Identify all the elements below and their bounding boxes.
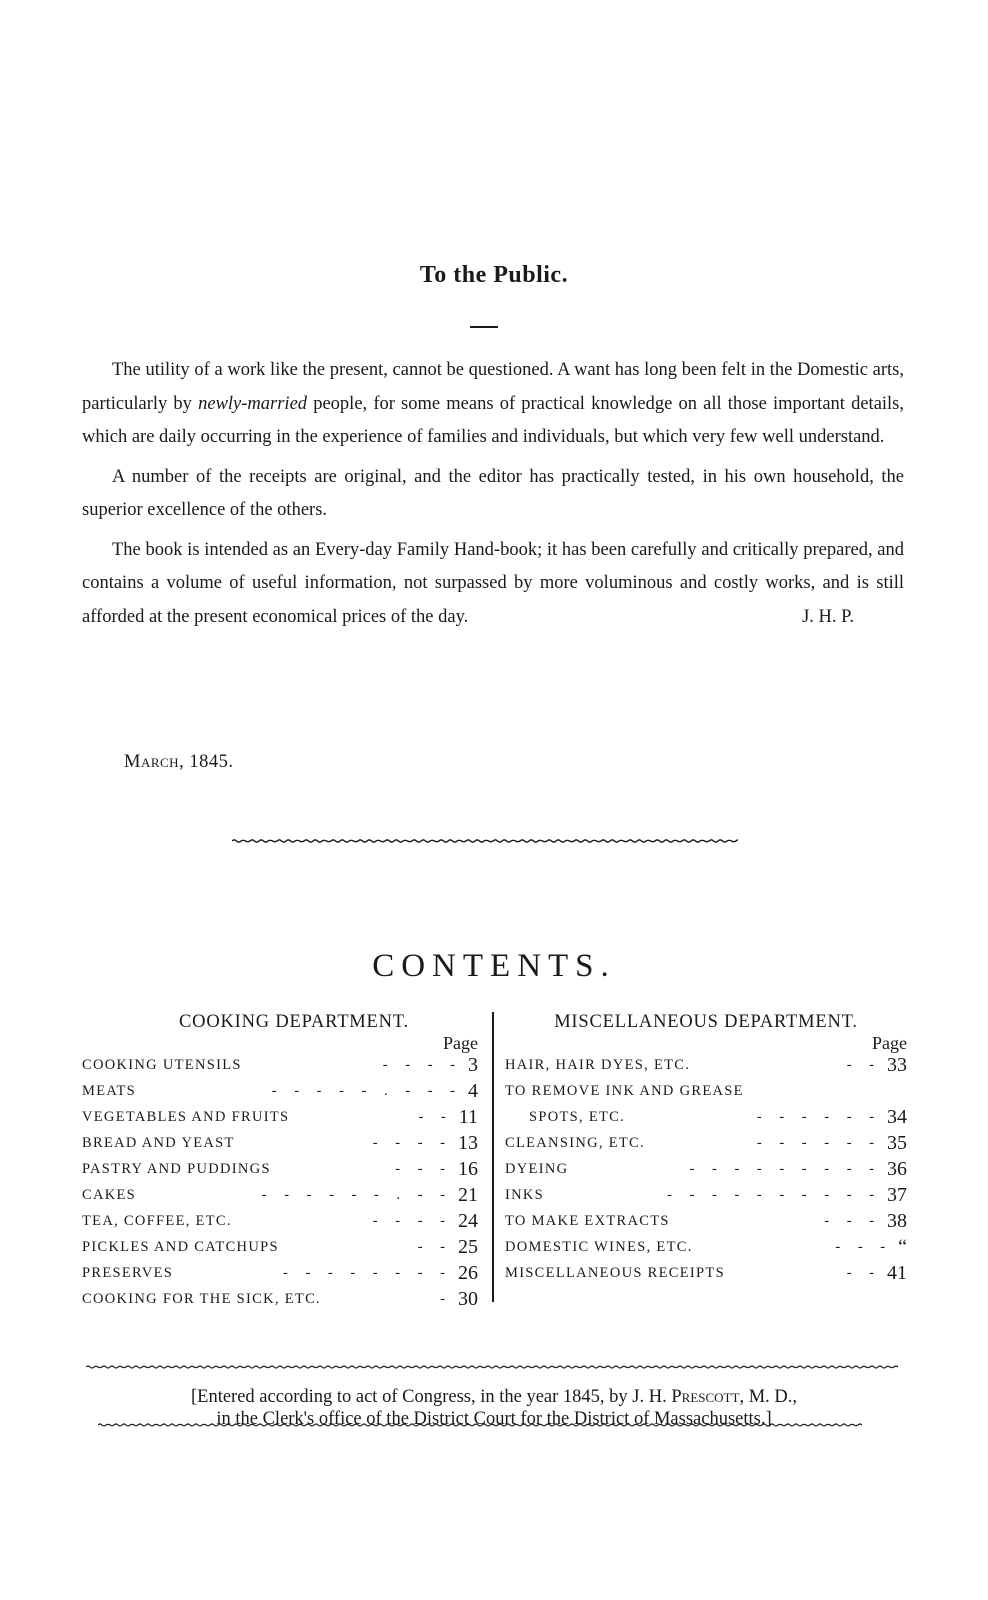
cooking-department-heading: COOKING DEPARTMENT. <box>179 1012 409 1032</box>
entry-page-number: 33 <box>887 1054 907 1076</box>
contents-entry <box>505 1156 907 1182</box>
contents-entry <box>505 1078 907 1104</box>
entry-title: COOKING FOR THE SICK, ETC. <box>82 1291 321 1307</box>
entry-title: MISCELLANEOUS RECEIPTS <box>505 1265 725 1281</box>
entry-leader: - - <box>417 1239 452 1255</box>
entry-page-number: 11 <box>458 1106 478 1128</box>
entry-leader: - - <box>846 1265 881 1281</box>
entry-title: SPOTS, ETC. <box>529 1109 626 1125</box>
contents-entry <box>505 1130 907 1156</box>
miscellaneous-department-heading: MISCELLANEOUS DEPARTMENT. <box>554 1012 858 1032</box>
entry-title: HAIR, HAIR DYES, ETC. <box>505 1057 691 1073</box>
contents-entry <box>82 1052 482 1078</box>
contents-entry <box>82 1234 482 1260</box>
preface-p1-emphasis: newly-married <box>198 393 308 414</box>
page-label: Page <box>872 1033 907 1053</box>
entry-leader: - - - - <box>372 1213 452 1229</box>
copyright-text-a: [Entered according to act of Congress, in the year 1845, by J. H. <box>191 1387 672 1407</box>
contents-entry <box>505 1234 907 1260</box>
miscellaneous-entry-list <box>505 1052 907 1286</box>
entry-leader: - - - - - - - - - <box>689 1161 881 1177</box>
entry-title: PRESERVES <box>82 1265 174 1281</box>
ornamental-rule-bottom <box>98 1420 862 1430</box>
copyright-line-1 <box>90 1386 898 1408</box>
title-rule <box>470 326 498 328</box>
entry-page-number: “ <box>898 1236 907 1258</box>
contents-entry <box>82 1156 482 1182</box>
entry-page-number: 41 <box>887 1262 907 1284</box>
contents-entry <box>82 1130 482 1156</box>
preface-p3-text: The book is intended as an Every-day Family Hand-book; it has been carefully and critically prepared, and contains a volume of useful information, not surpassed by more voluminous and costly works, and is still afforded at the present economical prices of the day. <box>82 539 904 627</box>
contents-entry <box>82 1286 482 1312</box>
entry-title: COOKING UTENSILS <box>82 1057 242 1073</box>
entry-title: TO MAKE EXTRACTS <box>505 1213 670 1229</box>
entry-leader: - - - <box>835 1239 893 1255</box>
entry-page-number: 36 <box>887 1158 907 1180</box>
ornamental-rule <box>232 836 738 846</box>
entry-leader: - - - - - - - - - - <box>667 1187 881 1203</box>
entry-page-number: 3 <box>468 1054 478 1076</box>
entry-title: PICKLES AND CATCHUPS <box>82 1239 279 1255</box>
column-divider <box>492 1012 494 1302</box>
entry-leader: - - - - - - <box>756 1135 881 1151</box>
contents-entry <box>82 1208 482 1234</box>
entry-leader: - - - - - - - - <box>282 1265 452 1281</box>
preface-p1-text-a: The utility of a work like the present, cannot be questioned. A want has long been felt in the Domestic arts, particularly by <box>82 360 904 414</box>
date-month: March <box>124 752 180 772</box>
cooking-department-column <box>82 1010 482 1312</box>
entry-title: BREAD AND YEAST <box>82 1135 235 1151</box>
entry-page-number: 24 <box>458 1210 478 1232</box>
miscellaneous-department-column <box>505 1010 907 1286</box>
entry-leader: - - - <box>395 1161 452 1177</box>
entry-title: MEATS <box>82 1083 137 1099</box>
entry-page-number: 4 <box>468 1080 478 1102</box>
entry-leader: - - - - - . - - - <box>271 1083 462 1099</box>
entry-page-number: 38 <box>887 1210 907 1232</box>
contents-entry <box>505 1052 907 1078</box>
signature: J. H. P. <box>802 606 854 627</box>
contents-entry <box>82 1260 482 1286</box>
copyright-line-2: in the Clerk's office of the District Court for the District of Massachusetts.] <box>216 1409 772 1429</box>
entry-page-number: 30 <box>458 1288 478 1310</box>
contents-entry <box>82 1182 482 1208</box>
entry-page-number: 25 <box>458 1236 478 1258</box>
entry-page-number: 16 <box>458 1158 478 1180</box>
preface-paragraph-2: A number of the receipts are original, and the editor has practically tested, in his own household, the superior excellence of the others. <box>82 466 904 520</box>
page-label: Page <box>443 1033 478 1053</box>
entry-page-number: 34 <box>887 1106 907 1128</box>
entry-title: CAKES <box>82 1187 137 1203</box>
copyright-name: Prescott <box>671 1387 740 1407</box>
contents-title: CONTENTS. <box>372 948 616 984</box>
entry-page-number: 26 <box>458 1262 478 1284</box>
contents-entry <box>505 1104 907 1130</box>
entry-page-number: 35 <box>887 1132 907 1154</box>
preface-paragraph-1 <box>82 354 904 455</box>
contents-entry <box>505 1182 907 1208</box>
entry-page-number: 13 <box>458 1132 478 1154</box>
entry-leader: - - - <box>824 1213 881 1229</box>
entry-leader: - - - - <box>382 1057 462 1073</box>
entry-leader: - - <box>846 1057 881 1073</box>
date-year: , 1845. <box>179 752 234 772</box>
contents-entry <box>82 1078 482 1104</box>
entry-leader: - <box>440 1291 452 1307</box>
entry-page-number: 21 <box>458 1184 478 1206</box>
contents-entry <box>505 1208 907 1234</box>
entry-title: CLEANSING, ETC. <box>505 1135 645 1151</box>
entry-title: TO REMOVE INK AND GREASE <box>505 1083 744 1099</box>
preface-paragraph-3 <box>82 534 904 635</box>
entry-leader: - - <box>418 1109 453 1125</box>
entry-leader: - - - - - - . - - <box>261 1187 452 1203</box>
entry-leader: - - - - - - <box>756 1109 881 1125</box>
ornamental-rule-top <box>86 1362 898 1372</box>
entry-leader: - - - - <box>372 1135 452 1151</box>
entry-title: DOMESTIC WINES, ETC. <box>505 1239 693 1255</box>
entry-title: INKS <box>505 1187 545 1203</box>
preface-p1-text-b: people, for some means of practical knowledge on all those important details, which are daily occurring in the experience of families and individuals, but which very few well understand. <box>82 393 905 447</box>
copyright-text-b: , M. D., <box>739 1387 797 1407</box>
entry-title: PASTRY AND PUDDINGS <box>82 1161 271 1177</box>
preface-date <box>124 752 233 773</box>
preface-body <box>82 354 904 640</box>
entry-title: VEGETABLES AND FRUITS <box>82 1109 290 1125</box>
entry-page-number: 37 <box>887 1184 907 1206</box>
contents-entry <box>505 1260 907 1286</box>
contents-entry <box>82 1104 482 1130</box>
preface-title: To the Public. <box>419 262 569 288</box>
entry-title: DYEING <box>505 1161 569 1177</box>
cooking-entry-list <box>82 1052 482 1312</box>
entry-title: TEA, COFFEE, ETC. <box>82 1213 232 1229</box>
